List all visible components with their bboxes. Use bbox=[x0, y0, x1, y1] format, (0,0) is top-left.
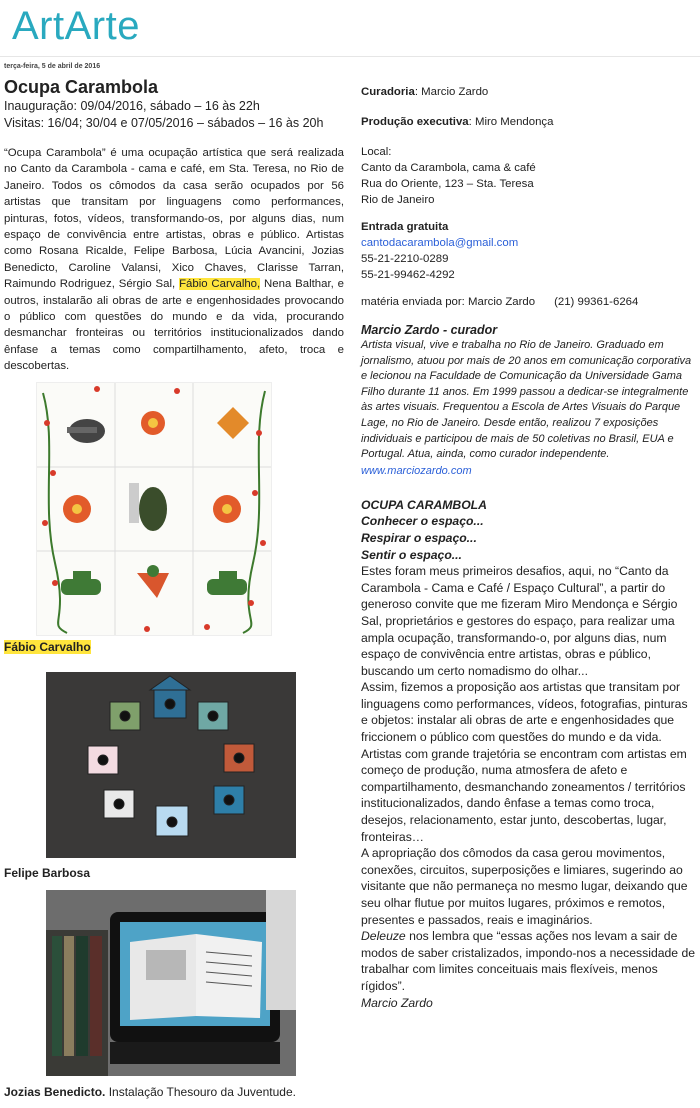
body-text-end: Nena Balthar, e outros, instalarão ali obras de arte e engenhosidades provocando o público com questões do mundo e da vida, procurando desmanchar fronteiras ou territórios institucionalizados dando ênfase a temas como compartilhamento, afeto, troca e descobertas. bbox=[4, 278, 345, 373]
essay-line-2: Respirar o espaço... bbox=[361, 530, 477, 545]
local-label: Local: bbox=[361, 146, 392, 158]
left-column bbox=[4, 76, 344, 375]
artwork-image-felipe-barbosa bbox=[46, 672, 296, 858]
essay-paragraph-3: A apropriação dos cômodos da casa gerou movimentos, conexões, circuitos, superposições e limiares, sugerindo ao visitante que não permaneça no mesmo lugar, deixando que seu olhar flutue por muitos lugares, próximos e remotos, presentes e passados, reais e imaginários. bbox=[361, 846, 688, 927]
visitas-line: Visitas: 16/04; 30/04 e 07/05/2016 – sábados – 16 às 20h bbox=[4, 116, 324, 130]
essay-paragraph-2: Assim, fizemos a proposição aos artistas que transitam por linguagens como performances, vídeos, fotografias, pinturas e objetos: instalar ali obras de arte e engenhosidades que friccionem o público com questões do mundo e da vida. Artistas com grande trajetória se encontram com artistas em começo de produção, numa atmosfera de afeto e compartilhamento, desmanchando zoneamentos / territórios institucionalizados, dando ênfase a temas como troca, desejos, relacionamento, estar junto, descobertas, lugar, fronteiras… bbox=[361, 680, 688, 844]
local-line-3: Rio de Janeiro bbox=[361, 194, 435, 206]
body-text-start: “Ocupa Carambola” é uma ocupação artística que será realizada no Canto da Carambola - cama e café, em Sta. Teresa, no Rio de Janeiro. Todos os cômodos da casa serão ocupados por 56 artistas que transitam por linguagens como performances, pinturas, fotos, vídeos, transformando-os, por alguns dias, num espaço de convivência entre artistas, obras e público. Artistas como Rosana Ricalde, Felipe Barbosa, Lúcia Avancini, Jozias Benedicto, Caroline Valansi, Xico Chaves, Clarisse Tarran, Raimundo Rodriguez, Sérgio Sal, bbox=[4, 147, 344, 291]
local-line-1: Canto da Carambola, cama & café bbox=[361, 162, 536, 174]
caption-fabio-carvalho: Fábio Carvalho bbox=[4, 640, 91, 654]
artwork-image-jozias-benedicto bbox=[46, 890, 296, 1076]
artwork-illustration bbox=[37, 383, 271, 635]
essay-signature: Marcio Zardo bbox=[361, 995, 433, 1010]
phone-1: 55-21-2210-0289 bbox=[361, 253, 449, 265]
inauguracao-line: Inauguração: 09/04/2016, sábado – 16 às 22h bbox=[4, 99, 260, 113]
entrada-gratuita: Entrada gratuita bbox=[361, 221, 449, 233]
materia-line: matéria enviada por: Marcio Zardo (21) 99361-6264 bbox=[361, 296, 639, 308]
caption-jozias-benedicto: Jozias Benedicto. Instalação Thesouro da Juventude. bbox=[4, 1085, 296, 1099]
essay-line-1: Conhecer o espaço... bbox=[361, 514, 484, 529]
artwork-image-fabio-carvalho bbox=[36, 382, 272, 636]
bio-text: Artista visual, vive e trabalha no Rio de Janeiro. Graduado em jornalismo, atuou por mais de 20 anos em comunicação corporativa e lecionou na Faculdade de Comunicação da Universidade Gama Filho durante 11 anos. Em 1999 passou a dedicar-se integralmente às artes visuais. Frequentou a Escola de Artes Visuais do Parque Lage, no Rio de Janeiro. Desde então, realizou 7 exposições individuais e participou de mais de 50 coletivas no Brasil, EUA e Portugal. Atua, ainda, como curador independente. bbox=[361, 339, 692, 461]
local-line-2: Rua do Oriente, 123 – Sta. Teresa bbox=[361, 178, 534, 190]
blog-header bbox=[0, 0, 700, 57]
post-title[interactable]: Ocupa Carambola bbox=[4, 77, 159, 97]
highlighted-artist: Fábio Carvalho, bbox=[179, 278, 261, 291]
website-link[interactable]: www.marciozardo.com bbox=[361, 464, 472, 477]
essay-paragraph-1: Estes foram meus primeiros desafios, aqui, no “Canto da Carambola - Cama e Café / Espaço Cultural”, a partir do generoso convite que me fizeram Miro Mendonça e Sérgio Sal, proprietários e gestores do espaço, para realizar uma ampla ocupação, transformando-o, por alguns dias, num espaço de convivência entre artistas, obras e público, buscando um certo nomadismo do olhar... bbox=[361, 564, 678, 678]
producao-line: Produção executiva: Miro Mendonça bbox=[361, 116, 554, 128]
phone-2: 55-21-99462-4292 bbox=[361, 269, 455, 281]
essay-heading: OCUPA CARAMBOLA bbox=[361, 497, 487, 512]
birdhouse-illustration bbox=[46, 672, 296, 858]
installation-illustration bbox=[46, 890, 296, 1076]
email-link[interactable]: cantodacarambola@gmail.com bbox=[361, 237, 519, 249]
curadoria-line: Curadoria: Marcio Zardo bbox=[361, 86, 489, 98]
bio-title: Marcio Zardo - curador bbox=[361, 323, 498, 337]
post-date: terça-feira, 5 de abril de 2016 bbox=[4, 63, 101, 70]
post-body bbox=[4, 145, 344, 375]
blog-logo[interactable]: ArtArte bbox=[12, 4, 140, 48]
essay bbox=[361, 497, 697, 1011]
essay-line-3: Sentir o espaço... bbox=[361, 547, 462, 562]
caption-felipe-barbosa: Felipe Barbosa bbox=[4, 866, 91, 880]
essay-paragraph-4: Deleuze nos lembra que “essas ações nos levam a sair de modos de saber cristalizados, impondo-nos a necessidade de trabalhar com limites conceituais mais flexíveis, menos rígidos”. bbox=[361, 929, 695, 993]
right-column bbox=[361, 84, 697, 1011]
